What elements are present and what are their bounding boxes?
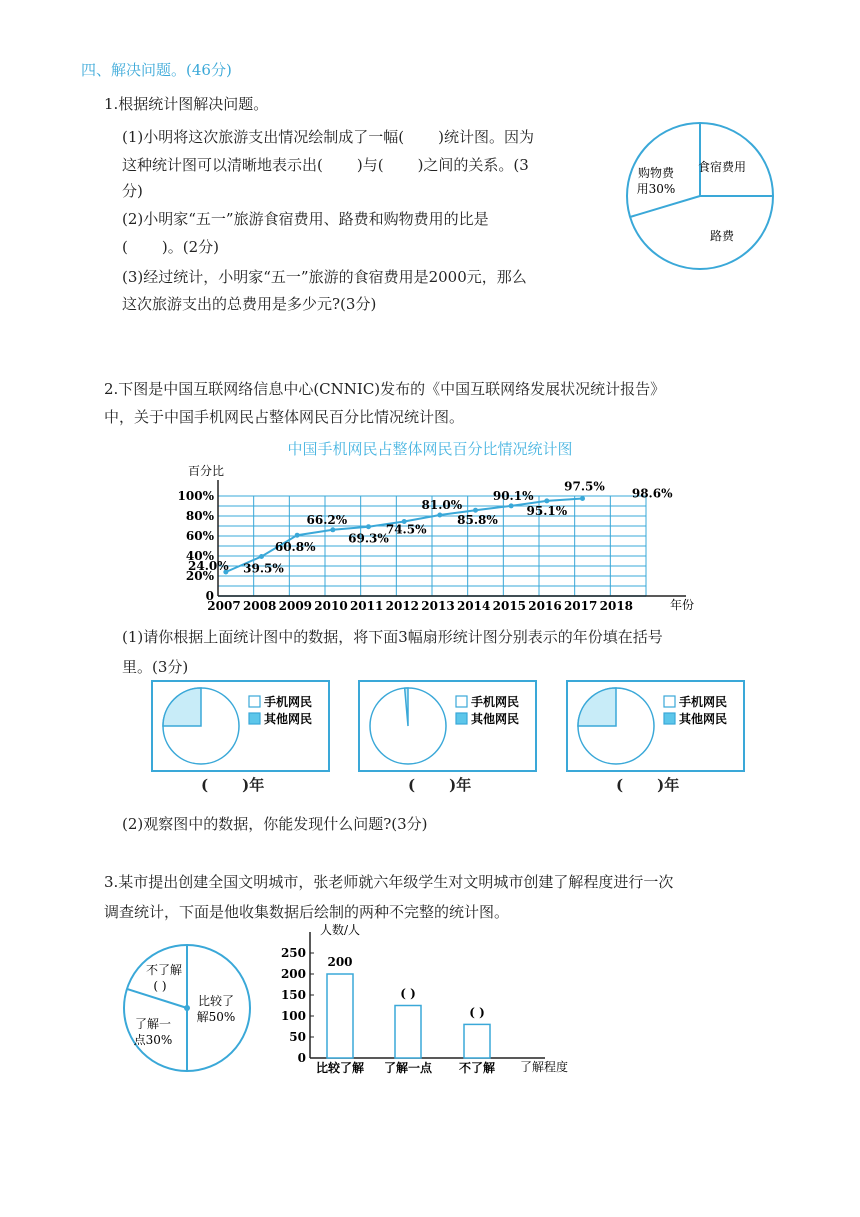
bar-data-label: 200 (327, 955, 353, 969)
x-tick-label: 2014 (456, 599, 491, 613)
small-pie-box (566, 680, 745, 772)
pie-other-slice (163, 688, 201, 726)
data-label: 95.1% (526, 503, 568, 518)
q1-part1-line1: (1)小明将这次旅游支出情况绘制成了一幅( )统计图。因为 (122, 128, 534, 146)
q1-part2-line2: ( )。(2分) (122, 238, 219, 256)
y-tick-label: 80% (185, 509, 214, 523)
bar-category-label: 了解一点 (383, 1061, 433, 1075)
pie-label-travel: 路费 (709, 229, 735, 243)
data-label: 98.6% (631, 486, 673, 501)
x-tick-label: 2009 (278, 599, 313, 613)
mobile-netizen-line-chart (170, 462, 710, 617)
line-chart-xlabel: 年份 (670, 598, 695, 612)
pie-label-shopping-2: 用30% (636, 182, 676, 196)
pie-other-slice (578, 688, 616, 726)
x-tick-label: 2012 (385, 599, 420, 613)
bar-category-label: 不了解 (458, 1061, 496, 1075)
bar-y-tick: 250 (280, 946, 306, 960)
data-label: 85.8% (457, 513, 498, 528)
data-label: 39.5% (243, 561, 284, 576)
data-label: 66.2% (306, 512, 348, 527)
q2-part1-line2: 里。(3分) (122, 658, 189, 676)
pie-label-shopping-1: 购物费 (637, 166, 675, 180)
data-point (295, 533, 300, 538)
q1-part3-line2: 这次旅游支出的总费用是多少元?(3分) (122, 295, 377, 313)
small-pie-box (358, 680, 537, 772)
awareness-bar-chart (280, 920, 600, 1085)
x-tick-label: 2018 (599, 599, 634, 613)
bar-category-label: 比较了解 (315, 1061, 365, 1075)
bar (395, 1006, 421, 1059)
pie-label-lodging: 食宿费用 (697, 160, 747, 174)
pie3-label-well-2: 解50% (196, 1010, 236, 1024)
year-caption: ( )年 (408, 776, 472, 794)
pie3-label-none-1: 不了解 (145, 963, 183, 977)
x-tick-label: 2007 (207, 599, 241, 613)
legend-swatch-other (456, 713, 467, 724)
x-tick-label: 2016 (528, 599, 562, 613)
x-tick-label: 2013 (421, 599, 455, 613)
line-chart-ylabel: 百分比 (188, 464, 225, 478)
legend-swatch-other (249, 713, 260, 724)
line-chart-title: 中国手机网民占整体网民百分比情况统计图 (287, 440, 573, 458)
x-tick-label: 2010 (314, 599, 348, 613)
q2-heading-line2: 中，关于中国手机网民占整体网民百分比情况统计图。 (104, 408, 465, 426)
y-tick-label: 100% (177, 489, 214, 503)
q1-part3-line1: (3)经过统计，小明家“五一”旅游的食宿费用是2000元，那么 (122, 268, 527, 286)
legend-mobile: 手机网民 (679, 695, 728, 709)
legend-swatch-mobile (456, 696, 467, 707)
bar (464, 1024, 490, 1058)
q2-part1-line1: (1)请你根据上面统计图中的数据，将下面3幅扇形统计图分别表示的年份填在括号 (122, 628, 663, 646)
pie3-label-some-1: 了解一 (134, 1017, 172, 1031)
q2-heading-line1: 2.下图是中国互联网络信息中心(CNNIC)发布的《中国互联网络发展状况统计报告》 (104, 380, 666, 398)
q1-part1-line2: 这种统计图可以清晰地表示出( )与( )之间的关系。(3 (122, 156, 529, 174)
awareness-pie (120, 938, 260, 1078)
data-label: 97.5% (564, 479, 605, 494)
travel-expense-pie (616, 118, 786, 278)
y-tick-label: 20% (185, 569, 214, 583)
x-tick-label: 2008 (242, 599, 277, 613)
legend-other: 其他网民 (471, 712, 520, 726)
pie3-label-none-2: ( ) (153, 979, 167, 993)
year-caption: ( )年 (201, 776, 265, 794)
bar-y-tick: 200 (280, 967, 306, 981)
bar-y-tick: 100 (280, 1009, 306, 1023)
pie3-label-well-1: 比较了 (197, 994, 235, 1008)
legend-mobile: 手机网民 (471, 695, 520, 709)
legend-swatch-mobile (664, 696, 675, 707)
q3-heading-line2: 调查统计，下面是他收集数据后绘制的两种不完整的统计图。 (104, 903, 510, 921)
bar-y-tick: 0 (297, 1051, 306, 1065)
data-label: 90.1% (492, 488, 534, 503)
data-point (509, 503, 514, 508)
bar (327, 974, 353, 1058)
pie3-label-some-2: 点30% (133, 1033, 173, 1047)
q1-heading: 1.根据统计图解决问题。 (104, 95, 269, 113)
q1-part1-line3: 分) (122, 182, 143, 200)
y-tick-label: 40% (185, 549, 214, 563)
bar-data-label: ( ) (469, 1005, 485, 1020)
data-point (473, 508, 478, 513)
data-point (259, 554, 264, 559)
section-title: 四、解决问题。(46分) (81, 61, 232, 79)
y-tick-label: 60% (185, 529, 214, 543)
legend-swatch-mobile (249, 696, 260, 707)
data-label: 24.0% (188, 559, 229, 573)
bar-chart-xlabel: 了解程度 (520, 1060, 569, 1074)
bar-data-label: ( ) (400, 986, 416, 1001)
bar-chart-ylabel: 人数/人 (320, 923, 361, 937)
legend-other: 其他网民 (679, 712, 728, 726)
x-tick-label: 2015 (492, 599, 527, 613)
data-point (580, 496, 585, 501)
q1-part2-line1: (2)小明家“五一”旅游食宿费用、路费和购物费用的比是 (122, 210, 489, 228)
data-point (366, 524, 371, 529)
data-label: 69.3% (348, 531, 389, 546)
small-pie-box (151, 680, 330, 772)
legend-other: 其他网民 (264, 712, 313, 726)
data-point (330, 527, 335, 532)
bar-y-tick: 150 (280, 988, 306, 1002)
y-tick-label: 0 (205, 589, 214, 603)
q3-heading-line1: 3.某市提出创建全国文明城市，张老师就六年级学生对文明城市创建了解程度进行一次 (104, 873, 674, 891)
x-tick-label: 2011 (349, 599, 384, 613)
data-label: 81.0% (421, 498, 463, 512)
year-caption: ( )年 (616, 776, 680, 794)
data-label: 60.8% (274, 540, 316, 555)
legend-mobile: 手机网民 (264, 695, 313, 709)
q2-part2: (2)观察图中的数据，你能发现什么问题?(3分) (122, 815, 428, 833)
data-point (437, 513, 442, 518)
bar-y-tick: 50 (289, 1030, 306, 1044)
data-point (544, 498, 549, 503)
x-tick-label: 2017 (563, 599, 598, 613)
data-label: 74.5% (385, 522, 427, 537)
legend-swatch-other (664, 713, 675, 724)
